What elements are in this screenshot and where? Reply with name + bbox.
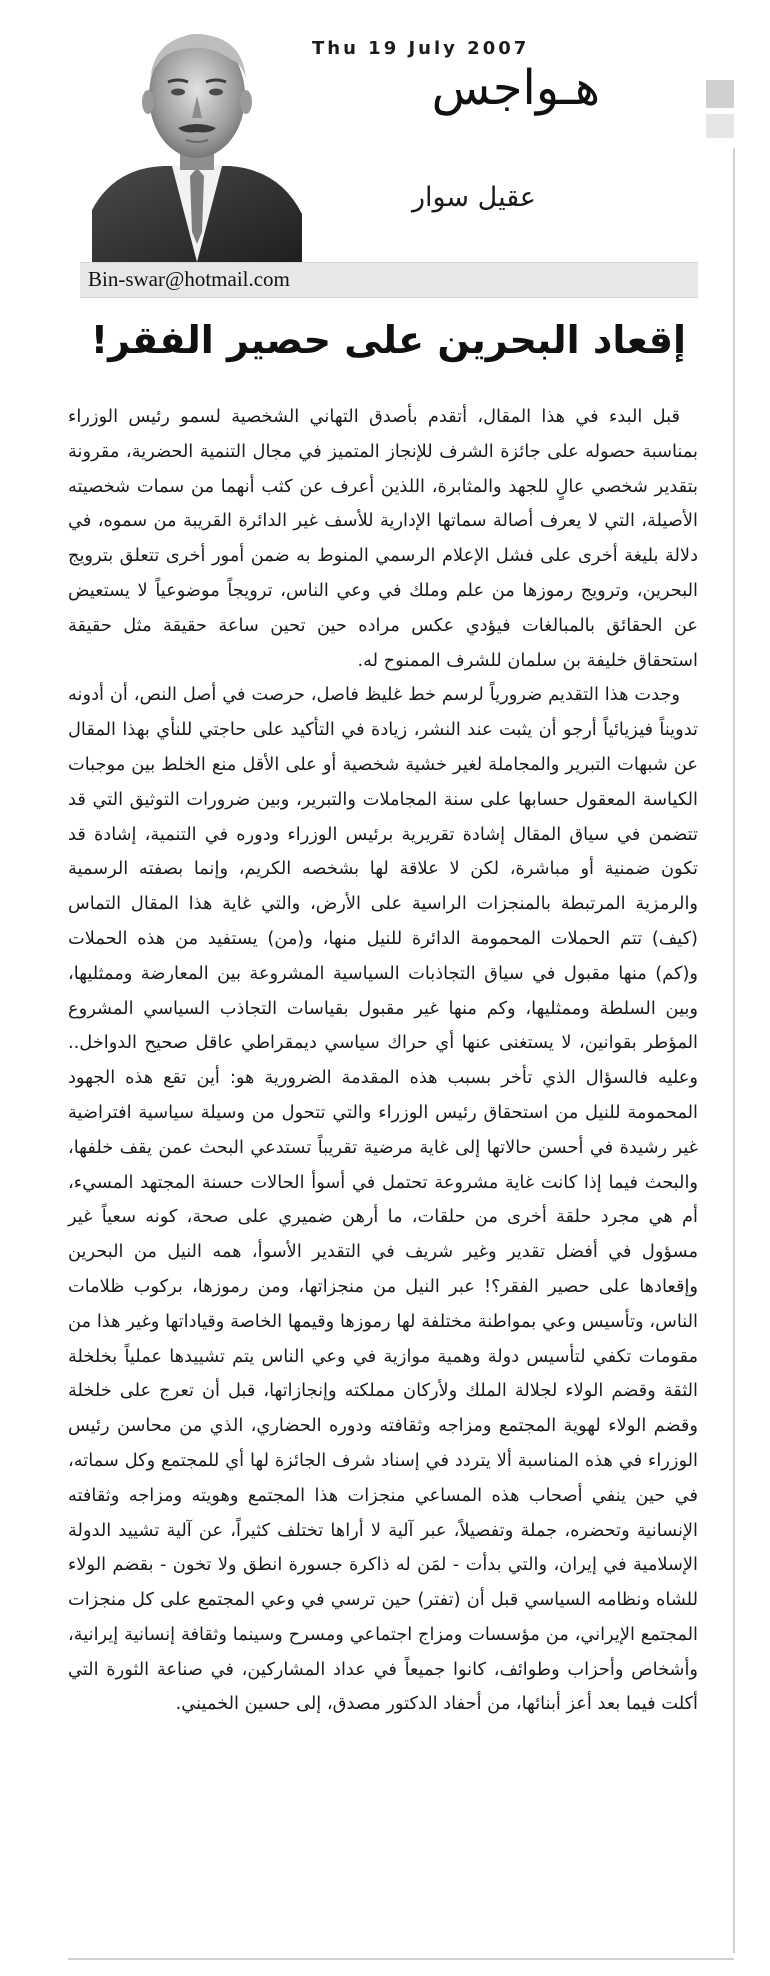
issue-date: Thu 19 July 2007 [312,38,530,59]
column-right-rule [733,148,735,1953]
author-name: عقيل سوار [411,182,536,213]
article-paragraph: وجدت هذا التقديم ضرورياً لرسم خط غليظ فاصل، حرصت في أصل النص، أن أدونه تدويناً فيزيائياً أرجو أن يثبت عند النشر، زيادة في التأكيد على حاجتي للنأي بهذا المقال عن شبهات التبرير والمجاملة لغير خشية شخصية أو على الأقل منع الخلط بين موجبات الكياسة المعقول حسابها على سنة المجاملات والتبرير، وبين ضرورات التوثيق التي قد تتضمن في سياق المقال إشادة تقريرية برئيس الوزراء ودوره في التنمية، إشادة قد تكون ضمنية أو مباشرة، لكن لا علاقة لها بشخصه الكريم، وإنما بصفته الرسمية والرمزية المرتبطة بالمنجزات الراسية على الأرض، والتي غاية هذا المقال التماس (كيف) تتم الحملات المحمومة الدائرة للنيل منها، و(من) يستفيد من هذه الحملات و(كم) منها مقبول في سياق التجاذبات السياسية المشروعة بين المعارضة وممثليها، وبين السلطة وممثليها، وكم منها غير مقبول بقياسات التجاذب السياسي المشروع المؤطر بقوانين، لا يستغنى عنها أي حراك سياسي ديمقراطي عاقل صحيح الدواخل.. وعليه فالسؤال الذي تأخر بسبب هذه المقدمة الضرورية هو: أين تقع هذه الجهود المحمومة للنيل من استحقاق رئيس الوزراء والتي تتحول من وسيلة سياسية افتراضية غير رشيدة في أحسن حالاتها إلى غاية مرضية تقريباً تستدعي البحث عمن يقف خلفها، والبحث فيما إذا كانت غاية مشروعة تحتمل في أسوأ الحالات حسنة المجتهد المسيء، أم هي مجرد حلقة أخرى من حلقات، ما أرهن ضميري على صحة، كونه سعياً غير مسؤول في أفضل تقدير وغير شريف في التقدير الأسوأ، همه النيل من البحرين وإقعادها على حصير الفقر؟! عبر النيل من منجزاتها، ومن رموزها، بركوب ظلامات الناس، وتأسيس وعي بمواطنة مختلفة لها رموزها وقيمها الخاصة وقياداتها وغير هذا من مقومات تكفي لتأسيس دولة وهمية موازية في وعي الناس يتم تشييدها عملياً بخلخلة الثقة وقضم الولاء لجلالة الملك ولأركان مملكته وإنجازاتها، قبل أن تعرج على خلخلة وقضم الولاء لهوية المجتمع ومزاجه وثقافته ودوره الحضاري، الذي من محاسن رئيس الوزراء في هذه المناسبة ألا يتردد في إسناد شرف الجائزة لها أي للمجتمع وكل سماته، في حين ينفي أصحاب هذه المساعي منجزات هذا المجتمع وهويته ومزاجه وثقافته الإنسانية وتحضره، جملة وتفصيلاً، عبر آلية لا أراها تختلف كثيراً، عن آلية تشييد الدولة الإسلامية في إيران، والتي بدأت - لمَن له ذاكرة جسورة انطق ولا تخون - بقضم الولاء للشاه ونظامه السياسي قبل أن (تفتر) حين ترسي في وعي المجتمع على كل منجزات المجتمع الإيراني، من مؤسسات ومزاج اجتماعي ومسرح وسينما وثقافة إنسانية إيرانية، وأشخاص وأحزاب وطوائف، كانوا جميعاً في عداد المشاركين، في صناعة الثورة التي أكلت فيما بعد أعز أبنائها، من أحفاد الدكتور مصدق، إلى حسين الخميني. [68,684,698,1715]
article-body [68,400,698,1940]
article-headline: إقعاد البحرين على حصير الفقر! [90,318,686,362]
email-band [80,262,698,298]
column-bottom-rule [68,1958,734,1960]
margin-marker-light [706,114,734,138]
author-email: Bin-swar@hotmail.com [88,267,290,291]
margin-marker-dark [706,80,734,108]
column-title: هـواجس [431,60,600,116]
author-portrait [92,18,302,262]
article-paragraph: قبل البدء في هذا المقال، أتقدم بأصدق التهاني الشخصية لسمو رئيس الوزراء بمناسبة حصوله على جائزة الشرف للإنجاز المتميز في مجال التنمية الحضرية، مقرونة بتقدير شخصي عالٍ للجهد والمثابرة، اللذين أعرف عن كثب أنهما من سمات شخصيته الأصيلة، التي لا يعرف أصالة سماتها الإدارية للأسف غير الدائرة القريبة من سموه، في دلالة بليغة أخرى على فشل الإعلام الرسمي المنوط به ضمن أمور أخرى تتعلق بترويج البحرين، وترويج رموزها من علم وملك في وعي الناس، ترويجاً موضوعياً لا يستعيض عن الحقائق بالمبالغات فيؤدي عكس مراده حين تحين ساعة حقيقة مثل حقيقة استحقاق خليفة بن سلمان للشرف الممنوح له. [68,406,698,671]
